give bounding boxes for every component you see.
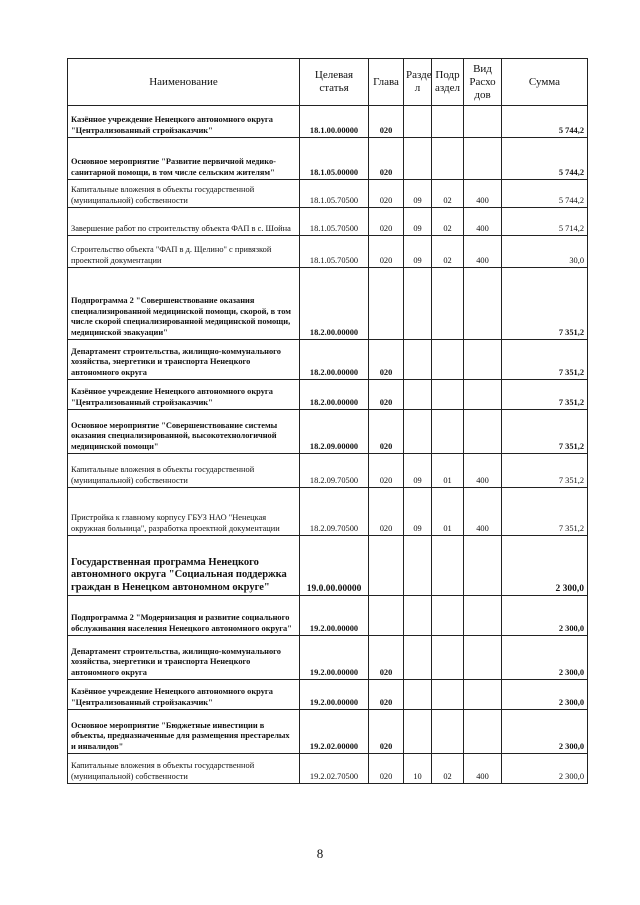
cell-section	[404, 710, 432, 754]
page-number: 8	[316, 846, 324, 861]
cell-chapter	[369, 596, 404, 636]
cell-code: 19.0.00.00000	[300, 536, 369, 596]
header-type: Вид Расхо дов	[464, 59, 502, 106]
cell-subsection: 02	[432, 754, 464, 784]
cell-type	[464, 380, 502, 410]
cell-sum: 2 300,0	[502, 680, 588, 710]
table-row	[68, 636, 588, 680]
cell-type	[464, 268, 502, 340]
cell-name: Государственная программа Ненецкого автономного округа "Социальная поддержка граждан в Ненецком автономном округе"	[68, 536, 300, 596]
cell-subsection	[432, 340, 464, 380]
cell-code: 18.2.00.00000	[300, 380, 369, 410]
cell-subsection: 01	[432, 454, 464, 488]
cell-type: 400	[464, 754, 502, 784]
cell-chapter	[369, 536, 404, 596]
cell-sum: 7 351,2	[502, 268, 588, 340]
cell-type: 400	[464, 454, 502, 488]
cell-chapter: 020	[369, 488, 404, 536]
cell-type	[464, 410, 502, 454]
cell-type	[464, 340, 502, 380]
cell-chapter: 020	[369, 208, 404, 236]
cell-chapter: 020	[369, 380, 404, 410]
cell-subsection	[432, 138, 464, 180]
cell-code: 19.2.00.00000	[300, 596, 369, 636]
table-row	[68, 680, 588, 710]
cell-section	[404, 340, 432, 380]
cell-code: 19.2.02.70500	[300, 754, 369, 784]
cell-chapter: 020	[369, 410, 404, 454]
cell-code: 18.2.09.00000	[300, 410, 369, 454]
cell-chapter: 020	[369, 180, 404, 208]
cell-chapter	[369, 268, 404, 340]
table-row	[68, 340, 588, 380]
cell-chapter: 020	[369, 236, 404, 268]
cell-type	[464, 138, 502, 180]
table-row	[68, 180, 588, 208]
cell-type	[464, 636, 502, 680]
table-row	[68, 138, 588, 180]
cell-subsection: 02	[432, 208, 464, 236]
cell-name: Казённое учреждение Ненецкого автономного округа "Централизованный стройзаказчик"	[68, 680, 300, 710]
cell-name: Подпрограмма 2 "Модернизация и развитие социального обслуживания населения Ненецкого автономного округа"	[68, 596, 300, 636]
cell-section	[404, 380, 432, 410]
table-row	[68, 536, 588, 596]
cell-subsection	[432, 680, 464, 710]
cell-code: 19.2.00.00000	[300, 636, 369, 680]
cell-name: Подпрограмма 2 "Совершенствование оказания специализированной медицинской помощи, скорой, в том числе скорой специализированной медицинской помощи, медицинской эвакуации"	[68, 268, 300, 340]
table-header-row	[68, 59, 588, 106]
cell-name: Департамент строительства, жилищно-коммунального хозяйства, энергетики и транспорта Ненецкого автономного округа	[68, 340, 300, 380]
cell-type: 400	[464, 488, 502, 536]
cell-type	[464, 710, 502, 754]
table-row	[68, 454, 588, 488]
cell-subsection	[432, 596, 464, 636]
budget-table	[67, 58, 588, 784]
cell-type: 400	[464, 208, 502, 236]
cell-sum: 7 351,2	[502, 454, 588, 488]
cell-chapter: 020	[369, 454, 404, 488]
table-row	[68, 380, 588, 410]
cell-section: 09	[404, 180, 432, 208]
cell-sum: 2 300,0	[502, 536, 588, 596]
header-chapter: Глава	[369, 59, 404, 106]
cell-subsection	[432, 268, 464, 340]
cell-section	[404, 410, 432, 454]
table-row	[68, 754, 588, 784]
cell-chapter: 020	[369, 138, 404, 180]
table-row	[68, 710, 588, 754]
cell-chapter: 020	[369, 340, 404, 380]
cell-section: 09	[404, 208, 432, 236]
cell-subsection: 02	[432, 236, 464, 268]
cell-sum: 5 714,2	[502, 208, 588, 236]
cell-name: Основное мероприятие "Развитие первичной медико-санитарной помощи, в том числе сельским жителям"	[68, 138, 300, 180]
cell-type: 400	[464, 236, 502, 268]
cell-type	[464, 596, 502, 636]
cell-sum: 2 300,0	[502, 754, 588, 784]
cell-section: 09	[404, 454, 432, 488]
cell-subsection	[432, 536, 464, 596]
cell-subsection: 02	[432, 180, 464, 208]
cell-name: Завершение работ по строительству объекта ФАП в с. Шойна	[68, 208, 300, 236]
table-row	[68, 596, 588, 636]
cell-chapter: 020	[369, 680, 404, 710]
table-row	[68, 488, 588, 536]
table-row	[68, 410, 588, 454]
cell-subsection	[432, 380, 464, 410]
cell-code: 18.2.00.00000	[300, 340, 369, 380]
cell-code: 19.2.02.00000	[300, 710, 369, 754]
cell-name: Основное мероприятие "Совершенствование системы оказания специализированной, высокотехнологичной медицинской помощи"	[68, 410, 300, 454]
cell-sum: 5 744,2	[502, 138, 588, 180]
cell-name: Капитальные вложения в объекты государственной (муниципальной) собственности	[68, 454, 300, 488]
cell-section: 09	[404, 236, 432, 268]
cell-type	[464, 536, 502, 596]
cell-section	[404, 636, 432, 680]
cell-code: 18.1.05.00000	[300, 138, 369, 180]
cell-name: Казённое учреждение Ненецкого автономного округа "Централизованный стройзаказчик"	[68, 106, 300, 138]
cell-section	[404, 596, 432, 636]
cell-name: Пристройка к главному корпусу ГБУЗ НАО "Ненецкая окружная больница", разработка проектной документации	[68, 488, 300, 536]
cell-section	[404, 138, 432, 180]
table-row	[68, 236, 588, 268]
cell-name: Капитальные вложения в объекты государственной (муниципальной) собственности	[68, 754, 300, 784]
cell-sum: 2 300,0	[502, 596, 588, 636]
cell-chapter: 020	[369, 710, 404, 754]
cell-name: Департамент строительства, жилищно-коммунального хозяйства, энергетики и транспорта Ненецкого автономного округа	[68, 636, 300, 680]
cell-code: 18.1.05.70500	[300, 236, 369, 268]
cell-section	[404, 680, 432, 710]
cell-sum: 5 744,2	[502, 106, 588, 138]
cell-chapter: 020	[369, 636, 404, 680]
cell-code: 19.2.00.00000	[300, 680, 369, 710]
cell-chapter: 020	[369, 106, 404, 138]
cell-subsection: 01	[432, 488, 464, 536]
cell-subsection	[432, 636, 464, 680]
cell-section	[404, 268, 432, 340]
cell-section: 10	[404, 754, 432, 784]
cell-name: Капитальные вложения в объекты государственной (муниципальной) собственности	[68, 180, 300, 208]
cell-section: 09	[404, 488, 432, 536]
header-name: Наименование	[68, 59, 300, 106]
header-sum: Сумма	[502, 59, 588, 106]
cell-sum: 7 351,2	[502, 488, 588, 536]
cell-subsection	[432, 106, 464, 138]
header-subsection: Подр аздел	[432, 59, 464, 106]
cell-type: 400	[464, 180, 502, 208]
cell-section	[404, 536, 432, 596]
cell-code: 18.2.09.70500	[300, 488, 369, 536]
cell-type	[464, 106, 502, 138]
cell-sum: 7 351,2	[502, 340, 588, 380]
cell-subsection	[432, 710, 464, 754]
cell-code: 18.1.00.00000	[300, 106, 369, 138]
cell-name: Основное мероприятие "Бюджетные инвестиции в объекты, предназначенные для размещения престарелых и инвалидов"	[68, 710, 300, 754]
cell-code: 18.2.09.70500	[300, 454, 369, 488]
cell-section	[404, 106, 432, 138]
table-row	[68, 208, 588, 236]
cell-type	[464, 680, 502, 710]
cell-subsection	[432, 410, 464, 454]
header-section: Разде л	[404, 59, 432, 106]
cell-sum: 30,0	[502, 236, 588, 268]
cell-sum: 2 300,0	[502, 636, 588, 680]
cell-sum: 2 300,0	[502, 710, 588, 754]
cell-sum: 7 351,2	[502, 410, 588, 454]
table-row	[68, 106, 588, 138]
cell-name: Строительство объекта "ФАП в д. Щелино" с привязкой проектной документации	[68, 236, 300, 268]
cell-chapter: 020	[369, 754, 404, 784]
cell-code: 18.2.00.00000	[300, 268, 369, 340]
table-row	[68, 268, 588, 340]
cell-code: 18.1.05.70500	[300, 180, 369, 208]
cell-sum: 5 744,2	[502, 180, 588, 208]
cell-sum: 7 351,2	[502, 380, 588, 410]
cell-name: Казённое учреждение Ненецкого автономного округа "Централизованный стройзаказчик"	[68, 380, 300, 410]
header-code: Целевая статья	[300, 59, 369, 106]
cell-code: 18.1.05.70500	[300, 208, 369, 236]
